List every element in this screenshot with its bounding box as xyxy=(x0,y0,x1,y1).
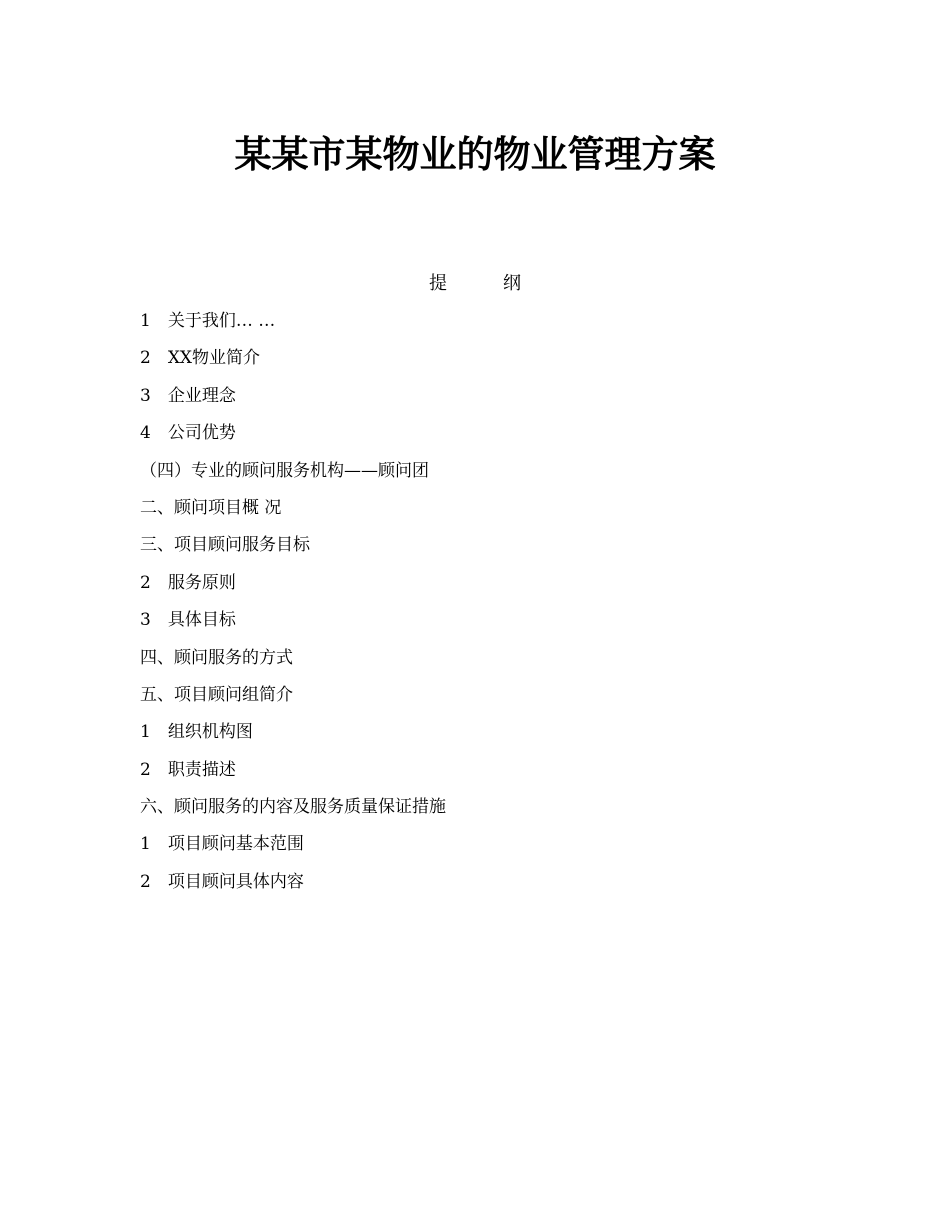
outline-item: 1 关于我们… … xyxy=(140,311,276,331)
outline-item: 四、顾问服务的方式 xyxy=(140,647,293,668)
outline-item: 二、顾问项目概 况 xyxy=(140,497,282,518)
outline-item: 2 项目顾问具体内容 xyxy=(140,871,304,892)
outline-item: 4 公司优势 xyxy=(140,423,236,444)
outline-item: 3 具体目标 xyxy=(140,610,236,631)
outline-item: 三、项目顾问服务目标 xyxy=(140,535,310,556)
outline-item: 1 组织机构图 xyxy=(140,722,253,743)
outline-item: （四）专业的顾问服务机构——顾问团 xyxy=(140,460,429,481)
outline-heading-left: 提 xyxy=(429,273,447,294)
outline-item: 2 服务原则 xyxy=(140,572,236,593)
outline-item: 2 职责描述 xyxy=(140,759,236,780)
outline-heading xyxy=(0,272,950,296)
outline-item: 六、顾问服务的内容及服务质量保证措施 xyxy=(140,797,446,818)
outline-item: 3 企业理念 xyxy=(140,385,236,406)
outline-list xyxy=(140,309,840,907)
outline-item: 五、项目顾问组简介 xyxy=(140,684,293,705)
document-title: 某某市某物业的物业管理方案 xyxy=(234,132,716,176)
outline-heading-right: 纲 xyxy=(503,273,521,294)
outline-item: 1 项目顾问基本范围 xyxy=(140,834,304,855)
outline-item: 2 XX物业简介 xyxy=(140,348,261,369)
